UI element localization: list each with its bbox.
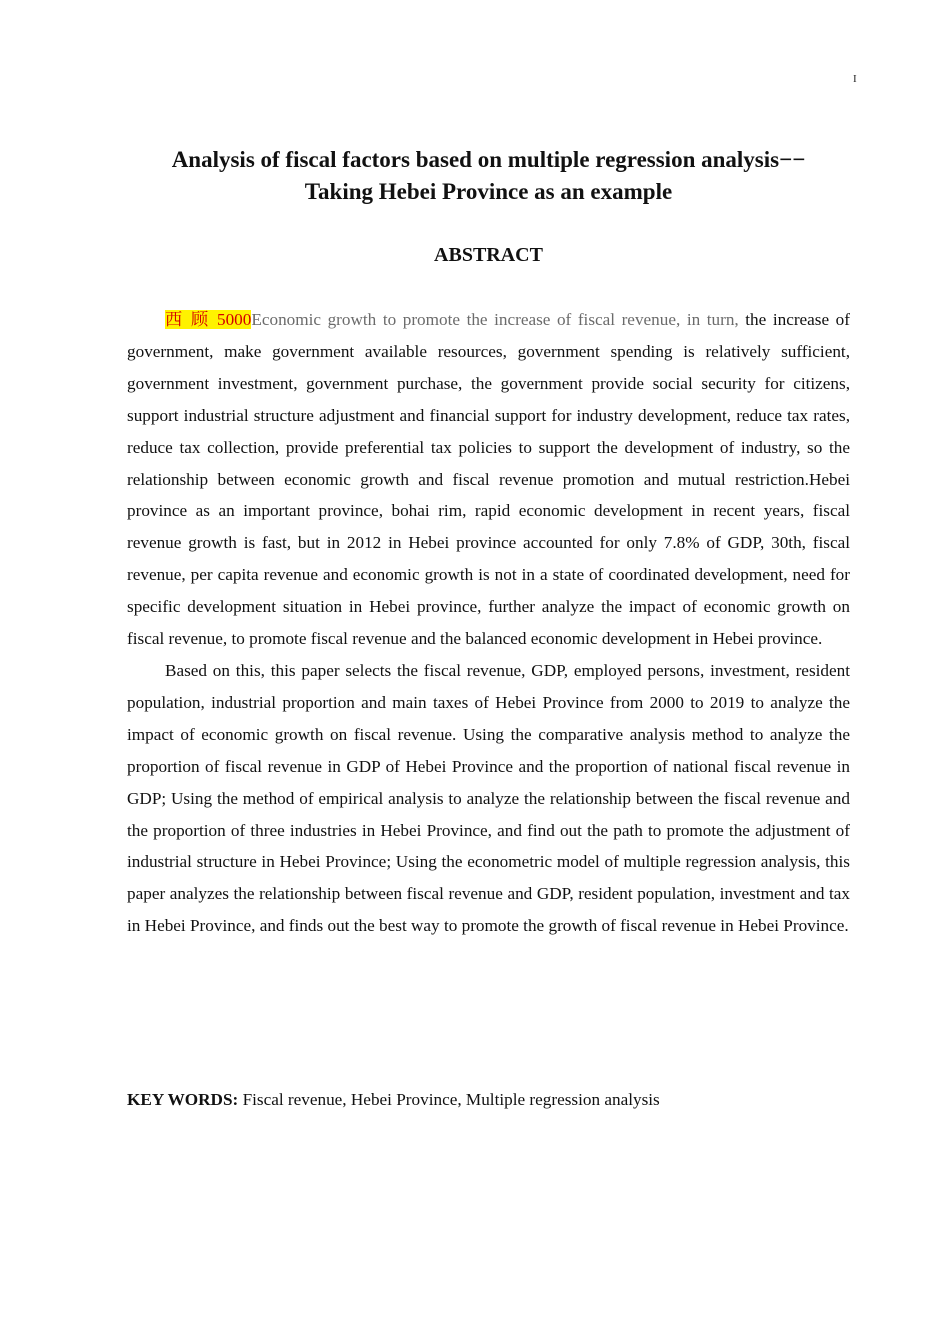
abstract-paragraph-2: Based on this, this paper selects the fiscal revenue, GDP, employed persons, investment, resident population, industrial proportion and main taxes of Hebei Province from 2000 to 2019 to analyze the impact of economic growth on fiscal revenue. Using the comparative analysis method to analyze the proportion of fiscal revenue in GDP of Hebei Province and the proportion of national fiscal revenue in GDP; Using the method of empirical analysis to analyze the relationship between the fiscal revenue and the proportion of three industries in Hebei Province, and find out the path to promote the adjustment of industrial structure in Hebei Province; Using the econometric model of multiple regression analysis, this paper analyzes the relationship between fiscal revenue and GDP, resident population, investment and tax in Hebei Province, and finds out the best way to promote the growth of fiscal revenue in Hebei Province. (127, 660, 850, 936)
abstract-heading: ABSTRACT (434, 244, 543, 266)
keywords-line (127, 1087, 850, 1113)
watermark-highlight: 西 顾 5000 (165, 310, 252, 329)
page-number: I (853, 73, 857, 85)
abstract-body (127, 304, 850, 942)
abstract-paragraph-1 (127, 304, 850, 655)
abstract-paragraph-1-text: the increase of government, make government available resources, government spending is relatively sufficient, government investment, government purchase, the government provide social security for citizens, support industrial structure adjustment and financial support for industry development, reduce tax rates, reduce tax collection, provide preferential tax policies to support the development of industry, so the relationship between economic growth and fiscal revenue promotion and mutual restriction.Hebei province as an important province, bohai rim, rapid economic development in recent years, fiscal revenue growth is fast, but in 2012 in Hebei province accounted for only 7.8% of GDP, 30th, fiscal revenue, per capita revenue and economic growth is not in a state of coordinated development, need for specific development situation in Hebei province, further analyze the impact of economic growth on fiscal revenue, to promote fiscal revenue and the balanced economic development in Hebei province. (127, 310, 850, 649)
title-line-1: Analysis of fiscal factors based on multiple regression analysis−− (171, 147, 806, 172)
document-title (110, 144, 867, 208)
keywords-value: Fiscal revenue, Hebei Province, Multiple regression analysis (238, 1090, 660, 1109)
abstract-paragraph-1-grey-run: Economic growth to promote the increase of fiscal revenue, in turn, (251, 310, 739, 329)
keywords-label: KEY WORDS: (127, 1090, 239, 1109)
title-line-2: Taking Hebei Province as an example (304, 179, 673, 204)
